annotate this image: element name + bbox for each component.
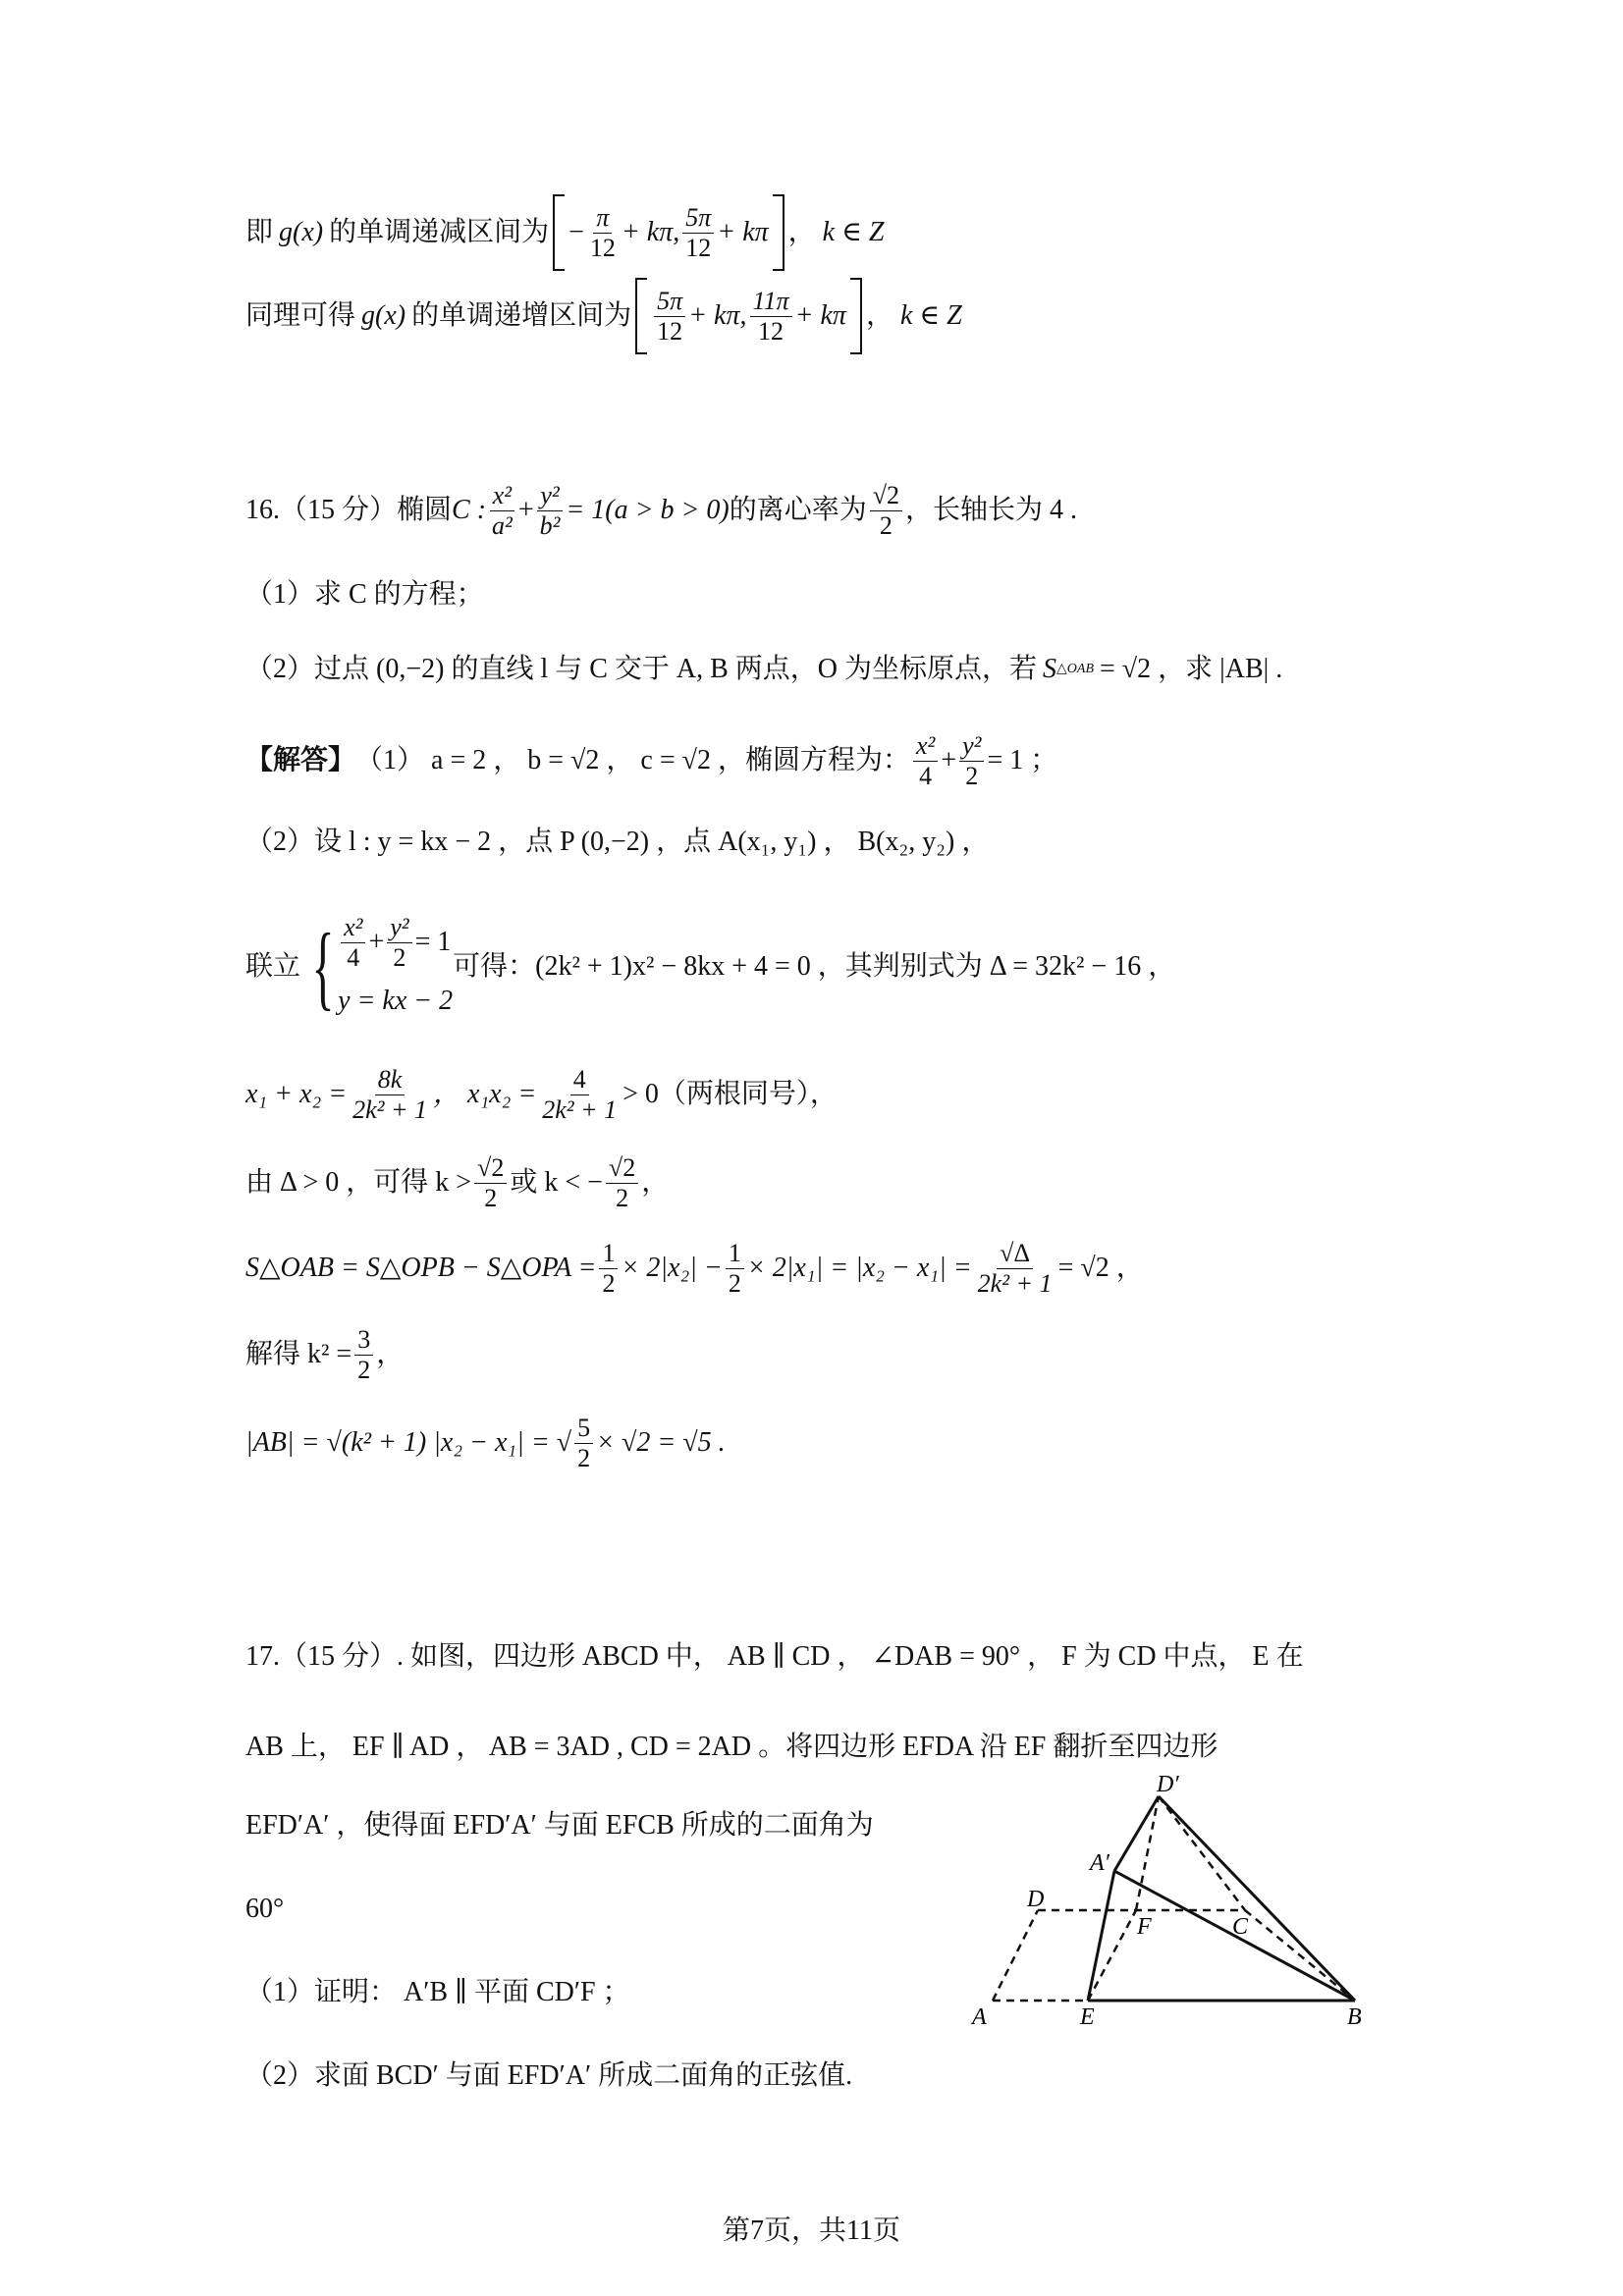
right-bracket (773, 194, 784, 271)
problem16-ab-result (245, 1414, 726, 1473)
text: k ∈ Z (899, 300, 962, 331)
text: |AB| = √(k² + 1) |x₂ − x₁| = √ (245, 1427, 572, 1459)
problem-number: 16.（15 分）椭圆 (245, 495, 453, 526)
text: x₁ + x₂ = (245, 1079, 348, 1110)
fraction: $\frac{√2}{2}$ (474, 1153, 507, 1213)
text: ， (376, 1339, 405, 1370)
prev-decreasing-interval: 即 g(x) 的单调递减区间为 − $\frac{\pi}{12}$ + kπ , $\frac{5\pi}{12}$ + kπ ， k ∈ Z (245, 194, 884, 271)
prev-increasing-interval: 同理可得 g(x) 的单调递增区间为 $\frac{5\pi}{12}$ + kπ , $\frac{11\pi}{12}$ + kπ ， k ∈ Z (245, 278, 962, 354)
problem17-line2 (245, 1728, 1217, 1767)
text: = √2 ，求 |AB| . (1100, 654, 1283, 684)
text: ，长轴长为 4 . (905, 495, 1078, 526)
fraction: $\frac{5\pi}{12}$ (682, 203, 714, 263)
problem16-q1 (245, 575, 484, 614)
text: （1）证明： A′B ∥ 平面 CD′F ； (245, 1977, 630, 2007)
text: + kπ (621, 217, 674, 247)
left-bracket (553, 194, 565, 271)
text: （1） a = 2 ， b = √2 ， c = √2 ，椭圆方程为： (355, 745, 910, 776)
problem17-q2 (245, 2056, 852, 2096)
svg-text:A′: A′ (1090, 1850, 1109, 1876)
fraction: $\frac{1}{2}$ (599, 1239, 618, 1299)
text: 可得：(2k² + 1)x² − 8kx + 4 = 0 ，其判别式为 Δ = 32k² − 16 ， (453, 951, 1176, 982)
problem16-k-solution (245, 1325, 404, 1385)
text: k ∈ Z (822, 217, 885, 247)
right-bracket (850, 278, 862, 354)
text: S△OAB = S△OPB − S△OPA = (245, 1253, 597, 1284)
problem16-statement: 16.（15 分）椭圆 C : $\frac{\text{x²}}{\text{a²}}$ + $\frac{\text{y²}}{\text{b²}}$ = 1(a > b > 0) 的离心率为 $\frac{√2}{2}$ ，长轴长为 4 . (245, 481, 1078, 540)
fraction: $\frac{\text{y²}}{\text{b²}}$ (537, 481, 564, 541)
svg-text:D′: D′ (1157, 1772, 1179, 1797)
problem16-q2 (245, 650, 1282, 689)
text: = 1 ； (987, 745, 1058, 776)
problem16-system (245, 908, 1175, 1026)
problem16-vieta (245, 1065, 838, 1125)
text: 或 k < − (510, 1167, 603, 1199)
left-bracket (635, 278, 647, 354)
text: × 2|x₂| − (621, 1253, 723, 1284)
svg-text:F: F (1137, 1914, 1152, 1940)
text: （2）求面 BCD′ 与面 EFD′A′ 所成二面角的正弦值. (245, 2060, 853, 2091)
text: × 2|x₁| = |x₂ − x₁| = (746, 1253, 972, 1284)
fraction: $\frac{5}{2}$ (574, 1414, 593, 1473)
text: EFD′A′ ，使得面 EFD′A′ 与面 EFCB 所成的二面角为 (245, 1810, 874, 1841)
answer-label: 【解答】 (245, 745, 356, 776)
fraction: $\frac{1}{2}$ (726, 1239, 744, 1299)
problem17-line1 (245, 1637, 1304, 1677)
fraction: $\frac{\text{y²}}{2}$ (959, 731, 984, 791)
fraction: $\frac{8k}{\text{2k² + 1}}$ (352, 1065, 428, 1124)
text: ， x₁x₂ = (433, 1079, 537, 1110)
problem17-q1 (245, 1973, 630, 2012)
problem16-answer2 (245, 823, 989, 862)
problem16-area (245, 1239, 1144, 1299)
svg-text:B: B (1347, 2004, 1362, 2030)
fraction: $\frac{√2}{2}$ (606, 1153, 638, 1213)
text: = 1(a > b > 0) (566, 495, 730, 526)
text: 的单调递减区间为 (329, 217, 550, 247)
equation-system: $\frac{\text{x²}}{4}$ + $\frac{\text{y²}}{2}$ = 1 y = kx − 2 (338, 913, 454, 1016)
problem-number: 17.（15 分）. 如图，四边形 ABCD 中， AB ∥ CD ， ∠DAB = 90° ， F 为 CD 中点， E 在 (245, 1641, 1304, 1672)
fraction: $\frac{\text{x²}}{4}$ (913, 731, 938, 791)
svg-text:A: A (972, 2004, 987, 2030)
fraction: $\frac{5\pi}{12}$ (654, 287, 685, 347)
text: △OAB (1056, 662, 1094, 676)
text: 解得 k² = (245, 1339, 352, 1370)
fraction: $\frac{11\pi}{12}$ (750, 287, 792, 347)
text: 联立 (245, 951, 301, 982)
text: （2）设 l : y = kx − 2 ，点 P (0,−2) ，点 A(x₁, y₁) ， B(x₂, y₂) ， (245, 827, 990, 857)
text: 由 Δ > 0 ，可得 k > (245, 1167, 472, 1199)
text: 同理可得 (245, 300, 356, 331)
text: 即 (245, 217, 274, 247)
fraction: $\frac{\text{x²}}{\text{a²}}$ (489, 481, 515, 541)
left-brace: { (311, 914, 335, 1019)
text: = √2 ， (1057, 1253, 1144, 1284)
fraction: $\frac{√2}{2}$ (870, 481, 902, 541)
text: （1）求 C 的方程； (245, 579, 484, 610)
text: > 0（两根同号）， (622, 1079, 838, 1110)
text: 的单调递增区间为 (411, 300, 632, 331)
text: + kπ (794, 300, 846, 331)
func: g(x) (361, 300, 406, 331)
problem17-line4 (245, 1890, 284, 1929)
svg-text:D: D (1027, 1887, 1045, 1912)
fraction: $\frac{3}{2}$ (354, 1325, 373, 1385)
text: 的离心率为 (729, 495, 867, 526)
text: C : (452, 495, 487, 526)
fraction: $\frac{\pi}{12}$ (589, 202, 616, 262)
text: × √2 = √5 . (596, 1427, 726, 1459)
text: 60° (245, 1894, 285, 1924)
svg-text:C: C (1232, 1914, 1249, 1940)
fraction: $\frac{√\Delta}{\text{2k² + 1}}$ (977, 1239, 1053, 1298)
problem16-delta: 由 Δ > 0 ，可得 k > $\frac{√2}{2}$ 或 k < − $\frac{√2}{2}$ ， (245, 1153, 670, 1212)
page-footer: 第7页，共11页 (723, 2216, 900, 2246)
problem17-line3 (245, 1806, 874, 1845)
text: + kπ (717, 217, 769, 247)
fraction: $\frac{4}{\text{2k² + 1}}$ (542, 1065, 618, 1124)
text: AB 上， EF ∥ AD ， AB = 3AD , CD = 2AD 。将四边形 EFDA 沿 EF 翻折至四边形 (245, 1732, 1218, 1762)
folded-quadrilateral-figure (962, 1767, 1404, 2061)
text: + kπ (688, 300, 740, 331)
text: S (1043, 654, 1057, 684)
text: （2）过点 (0,−2) 的直线 l 与 C 交于 A, B 两点，O 为坐标原点，若 (245, 654, 1038, 684)
func: g(x) (279, 217, 324, 247)
problem16-answer1: 【解答】 （1） a = 2 ， b = √2 ， c = √2 ，椭圆方程为： $\frac{\text{x²}}{4}$ + $\frac{\text{y²}}{2}$ = 1 ； (245, 731, 1058, 790)
svg-text:E: E (1080, 2004, 1095, 2030)
